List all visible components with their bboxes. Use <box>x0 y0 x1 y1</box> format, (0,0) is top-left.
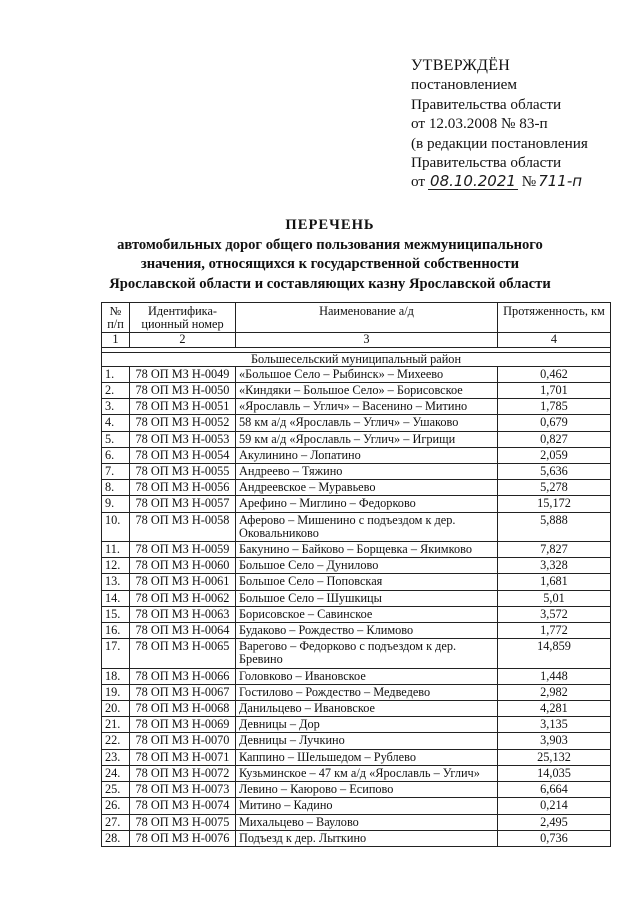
road-name: Варегово – Федорково с подъездом к дер. Бревино <box>236 639 498 668</box>
date-prefix: от <box>411 173 426 191</box>
row-number: 1. <box>102 366 130 382</box>
road-name: Борисовское – Савинское <box>236 606 498 622</box>
road-name: «Ярославль – Углич» – Васенино – Митино <box>236 399 498 415</box>
road-id: 78 ОП МЗ Н-0057 <box>130 496 236 512</box>
table-row <box>102 668 611 684</box>
road-id: 78 ОП МЗ Н-0051 <box>130 399 236 415</box>
table-row <box>102 733 611 749</box>
road-name: Каппино – Шельшедом – Рублево <box>236 749 498 765</box>
approval-line: Правительства области <box>411 95 562 113</box>
road-id: 78 ОП МЗ Н-0054 <box>130 447 236 463</box>
table-row <box>102 798 611 814</box>
row-number: 19. <box>102 684 130 700</box>
road-length: 5,01 <box>498 590 611 606</box>
row-number: 27. <box>102 814 130 830</box>
road-id: 78 ОП МЗ Н-0050 <box>130 383 236 399</box>
table-row <box>102 684 611 700</box>
table-row <box>102 814 611 830</box>
road-length: 3,135 <box>498 717 611 733</box>
road-length: 15,172 <box>498 496 611 512</box>
row-number: 16. <box>102 623 130 639</box>
road-id: 78 ОП МЗ Н-0075 <box>130 814 236 830</box>
road-id: 78 ОП МЗ Н-0073 <box>130 782 236 798</box>
road-length: 6,664 <box>498 782 611 798</box>
approval-line: (в редакции постановления <box>411 134 588 152</box>
road-id: 78 ОП МЗ Н-0070 <box>130 733 236 749</box>
road-name: «Большое Село – Рыбинск» – Михеево <box>236 366 498 382</box>
column-header-id: Идентифика-ционный номер <box>130 303 236 333</box>
row-number: 3. <box>102 399 130 415</box>
road-length: 1,772 <box>498 623 611 639</box>
table-header-row <box>102 303 611 333</box>
road-length: 5,636 <box>498 464 611 480</box>
row-number: 22. <box>102 733 130 749</box>
row-number: 23. <box>102 749 130 765</box>
road-length: 1,785 <box>498 399 611 415</box>
road-name: Левино – Каюрово – Есипово <box>236 782 498 798</box>
road-length: 3,903 <box>498 733 611 749</box>
table-row <box>102 830 611 846</box>
road-length: 3,572 <box>498 606 611 622</box>
road-name: Михальцево – Ваулово <box>236 814 498 830</box>
row-number: 21. <box>102 717 130 733</box>
table-row <box>102 639 611 668</box>
table-row <box>102 701 611 717</box>
roads-table <box>101 302 611 847</box>
table-row <box>102 749 611 765</box>
row-number: 14. <box>102 590 130 606</box>
title-line: ПЕРЕЧЕНЬ <box>285 217 375 233</box>
road-id: 78 ОП МЗ Н-0052 <box>130 415 236 431</box>
row-number: 12. <box>102 558 130 574</box>
row-number: 13. <box>102 574 130 590</box>
road-id: 78 ОП МЗ Н-0065 <box>130 639 236 668</box>
column-index-row <box>102 333 611 347</box>
row-number: 10. <box>102 512 130 541</box>
column-index: 1 <box>102 333 130 347</box>
road-length: 2,982 <box>498 684 611 700</box>
road-length: 4,281 <box>498 701 611 717</box>
approval-line: от 12.03.2008 № 83-п <box>411 115 548 133</box>
row-number: 9. <box>102 496 130 512</box>
road-id: 78 ОП МЗ Н-0059 <box>130 542 236 558</box>
approval-line: постановлением <box>411 76 518 94</box>
road-id: 78 ОП МЗ Н-0056 <box>130 480 236 496</box>
region-row <box>102 352 611 366</box>
row-number: 6. <box>102 447 130 463</box>
row-number: 28. <box>102 830 130 846</box>
road-length: 7,827 <box>498 542 611 558</box>
column-header-name: Наименование а/д <box>236 303 498 333</box>
column-index: 2 <box>130 333 236 347</box>
road-name: «Киндяки – Большое Село» – Борисовское <box>236 383 498 399</box>
road-length: 0,679 <box>498 415 611 431</box>
table-row <box>102 464 611 480</box>
row-number: 4. <box>102 415 130 431</box>
road-id: 78 ОП МЗ Н-0067 <box>130 684 236 700</box>
number-prefix: № <box>521 173 537 191</box>
road-length: 2,059 <box>498 447 611 463</box>
row-number: 25. <box>102 782 130 798</box>
road-name: Андреево – Тяжино <box>236 464 498 480</box>
road-length: 14,859 <box>498 639 611 668</box>
road-id: 78 ОП МЗ Н-0058 <box>130 512 236 541</box>
column-header-length: Протяженность, км <box>498 303 611 333</box>
road-name: Будаково – Рождество – Климово <box>236 623 498 639</box>
road-name: Подъезд к дер. Лыткино <box>236 830 498 846</box>
approval-date-line <box>411 172 588 191</box>
table-row <box>102 623 611 639</box>
road-name: Кузьминское – 47 км а/д «Ярославль – Углич» <box>236 765 498 781</box>
row-number: 11. <box>102 542 130 558</box>
road-length: 5,888 <box>498 512 611 541</box>
road-id: 78 ОП МЗ Н-0053 <box>130 431 236 447</box>
road-id: 78 ОП МЗ Н-0066 <box>130 668 236 684</box>
road-length: 5,278 <box>498 480 611 496</box>
column-index: 4 <box>498 333 611 347</box>
column-header-number: № п/п <box>102 303 130 333</box>
table-row <box>102 415 611 431</box>
table-row <box>102 782 611 798</box>
road-id: 78 ОП МЗ Н-0055 <box>130 464 236 480</box>
road-id: 78 ОП МЗ Н-0064 <box>130 623 236 639</box>
road-id: 78 ОП МЗ Н-0062 <box>130 590 236 606</box>
road-name: 59 км а/д «Ярославль – Углич» – Игрищи <box>236 431 498 447</box>
road-name: Митино – Кадино <box>236 798 498 814</box>
road-id: 78 ОП МЗ Н-0071 <box>130 749 236 765</box>
table-row <box>102 399 611 415</box>
road-name: Данильцево – Ивановское <box>236 701 498 717</box>
road-id: 78 ОП МЗ Н-0061 <box>130 574 236 590</box>
table-row <box>102 765 611 781</box>
row-number: 7. <box>102 464 130 480</box>
road-length: 1,448 <box>498 668 611 684</box>
row-number: 5. <box>102 431 130 447</box>
approval-heading: УТВЕРЖДЁН <box>411 57 511 74</box>
road-id: 78 ОП МЗ Н-0069 <box>130 717 236 733</box>
table-row <box>102 590 611 606</box>
row-number: 26. <box>102 798 130 814</box>
road-id: 78 ОП МЗ Н-0063 <box>130 606 236 622</box>
road-length: 25,132 <box>498 749 611 765</box>
handwritten-number: 711-п <box>538 172 583 191</box>
road-name: Девницы – Дор <box>236 717 498 733</box>
road-length: 14,035 <box>498 765 611 781</box>
table-row <box>102 717 611 733</box>
handwritten-date: 08.10.2021 <box>430 172 516 191</box>
road-length: 0,827 <box>498 431 611 447</box>
table-row <box>102 447 611 463</box>
road-length: 1,681 <box>498 574 611 590</box>
document-title <box>100 216 560 294</box>
row-number: 24. <box>102 765 130 781</box>
road-name: Большое Село – Дунилово <box>236 558 498 574</box>
table-row <box>102 383 611 399</box>
row-number: 8. <box>102 480 130 496</box>
road-length: 0,462 <box>498 366 611 382</box>
table-row <box>102 574 611 590</box>
road-length: 0,736 <box>498 830 611 846</box>
road-name: Большое Село – Шушкицы <box>236 590 498 606</box>
road-id: 78 ОП МЗ Н-0060 <box>130 558 236 574</box>
road-name: Арефино – Миглино – Федорково <box>236 496 498 512</box>
table-row <box>102 542 611 558</box>
table-row <box>102 431 611 447</box>
title-line: Ярославской области и составляющих казну Ярославской области <box>109 275 551 292</box>
road-id: 78 ОП МЗ Н-0072 <box>130 765 236 781</box>
road-name: Девницы – Лучкино <box>236 733 498 749</box>
row-number: 15. <box>102 606 130 622</box>
table-row <box>102 496 611 512</box>
road-id: 78 ОП МЗ Н-0068 <box>130 701 236 717</box>
road-id: 78 ОП МЗ Н-0074 <box>130 798 236 814</box>
road-name: Акулинино – Лопатино <box>236 447 498 463</box>
road-id: 78 ОП МЗ Н-0049 <box>130 366 236 382</box>
table-row <box>102 512 611 541</box>
approval-stamp <box>411 56 588 192</box>
table-row <box>102 606 611 622</box>
table-body <box>102 366 611 846</box>
title-line: значения, относящихся к государственной собственности <box>140 256 520 273</box>
road-length: 0,214 <box>498 798 611 814</box>
road-length: 1,701 <box>498 383 611 399</box>
table-row <box>102 366 611 382</box>
row-number: 18. <box>102 668 130 684</box>
road-length: 3,328 <box>498 558 611 574</box>
title-line: автомобильных дорог общего пользования межмуниципального <box>117 236 543 253</box>
road-name: Бакунино – Байково – Борщевка – Якимково <box>236 542 498 558</box>
column-index: 3 <box>236 333 498 347</box>
road-name: Андреевское – Муравьево <box>236 480 498 496</box>
road-name: Аферово – Мишенино с подъездом к дер. Оковальниково <box>236 512 498 541</box>
road-id: 78 ОП МЗ Н-0076 <box>130 830 236 846</box>
row-number: 17. <box>102 639 130 668</box>
road-name: 58 км а/д «Ярославль – Углич» – Ушаково <box>236 415 498 431</box>
row-number: 2. <box>102 383 130 399</box>
road-name: Большое Село – Поповская <box>236 574 498 590</box>
row-number: 20. <box>102 701 130 717</box>
approval-line: Правительства области <box>411 154 562 172</box>
road-length: 2,495 <box>498 814 611 830</box>
road-name: Гостилово – Рождество – Медведево <box>236 684 498 700</box>
table-row <box>102 480 611 496</box>
region-name: Большесельский муниципальный район <box>102 352 611 366</box>
road-name: Головково – Ивановское <box>236 668 498 684</box>
table-row <box>102 558 611 574</box>
